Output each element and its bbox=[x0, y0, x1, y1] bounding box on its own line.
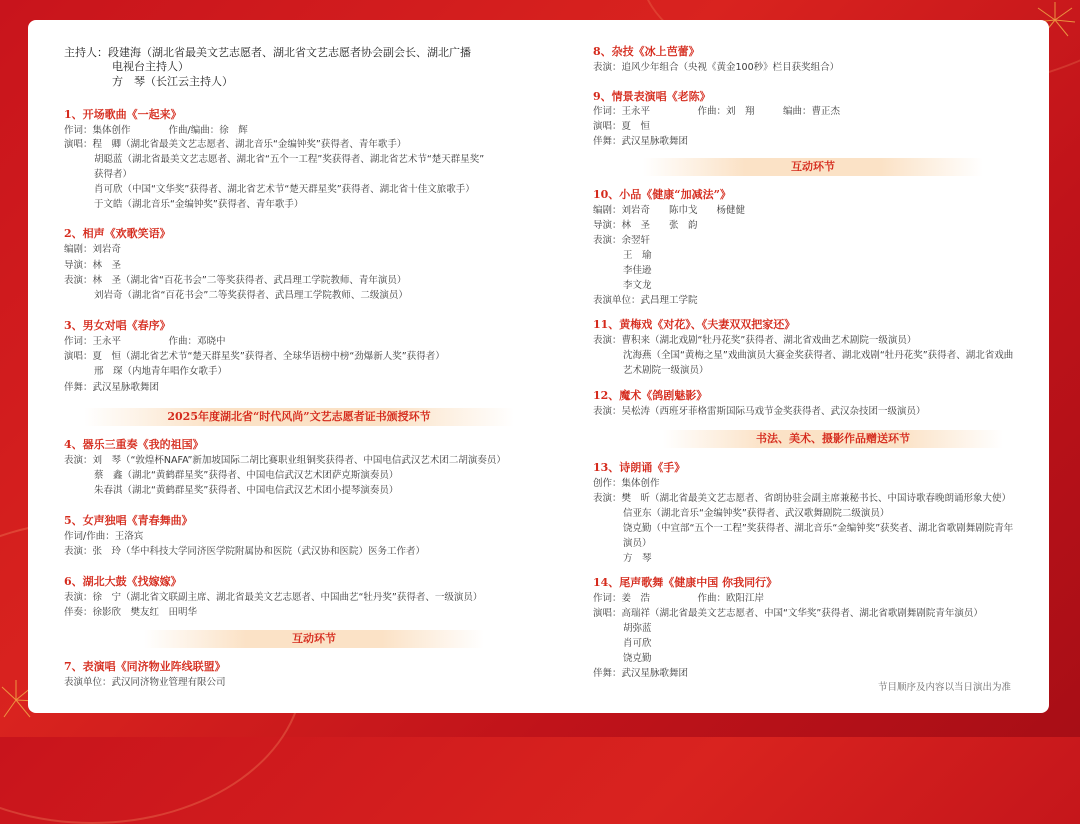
program-line: 邢 琛（内地青年唱作女歌手） bbox=[94, 366, 228, 377]
program-title: 10、小品《健康“加减法”》 bbox=[593, 188, 731, 201]
schedule-note: 节目顺序及内容以当日演出为准 bbox=[878, 682, 1012, 693]
program-line: 演唱：高瑞祥（湖北省最美文艺志愿者、中国“文华奖”获得者、湖北省歌剧舞剧院青年演员） bbox=[593, 608, 983, 619]
program-line: 表演：曹积来（湖北戏剧“牡丹花奖”获得者、湖北省戏曲艺术剧院一级演员） bbox=[593, 335, 917, 346]
program-title: 8、杂技《冰上芭蕾》 bbox=[593, 45, 700, 58]
program-line: 伴舞：武汉星脉歌舞团 bbox=[593, 136, 689, 147]
host-line: 电视台主持人） bbox=[112, 60, 189, 73]
program-line: 方 琴 bbox=[623, 553, 652, 564]
program-line: 演唱：夏 恒（湖北省艺术节“楚天群星奖”获得者、全球华语榜中榜“劲爆新人奖”获得者） bbox=[64, 351, 445, 362]
program-title: 1、开场歌曲《一起来》 bbox=[64, 108, 182, 121]
program-line: 朱春淇（湖北“黄鹤群星奖”获得者、中国电信武汉艺术团小提琴演奏员） bbox=[94, 485, 399, 496]
program-line: 编剧：刘岩奇 bbox=[64, 244, 122, 255]
program-line: 李文龙 bbox=[623, 280, 652, 291]
program-line: 导演：林 圣 bbox=[64, 260, 122, 271]
program-line: 导演：林 圣 张 韵 bbox=[593, 220, 698, 231]
program-line: 作词：王永平 作曲：刘 翔 编曲：曹正杰 bbox=[593, 106, 841, 117]
program-title: 9、情景表演唱《老陈》 bbox=[593, 90, 711, 103]
program-title: 4、器乐三重奏《我的祖国》 bbox=[64, 438, 204, 451]
program-title: 11、黄梅戏《对花》、《夫妻双双把家还》 bbox=[593, 318, 796, 331]
program-line: 演唱：夏 恒 bbox=[593, 121, 651, 132]
host-line: 方 琴（长江云主持人） bbox=[112, 75, 233, 88]
program-line: 作词/作曲：王洛宾 bbox=[64, 531, 144, 542]
program-line: 艺术剧院一级演员） bbox=[623, 365, 709, 376]
program-title: 7、表演唱《同济物业阵线联盟》 bbox=[64, 660, 226, 673]
program-line: 刘岩奇（湖北省“百花书会”二等奖获得者、武昌理工学院教师、二级演员） bbox=[94, 290, 408, 301]
program-line: 肖可欣 bbox=[623, 638, 652, 649]
interaction-banner: 互动环节 bbox=[643, 158, 983, 176]
program-title: 2、相声《欢歌笑语》 bbox=[64, 227, 171, 240]
award-banner: 2025年度湖北省“时代风尚”文艺志愿者证书颁授环节 bbox=[84, 408, 514, 426]
program-line: 饶克勤（中宣部“五个一工程”奖获得者、湖北音乐“金编钟奖”获奖者、湖北省歌剧舞剧院青年 bbox=[623, 523, 1014, 534]
program-line: 获得者） bbox=[94, 169, 133, 180]
program-line: 表演单位：武汉同济物业管理有限公司 bbox=[64, 677, 226, 688]
program-line: 作词：王永平 作曲：邓晓中 bbox=[64, 336, 226, 347]
program-line: 伴奏：徐影欣 樊友红 田明华 bbox=[64, 607, 198, 618]
program-line: 表演：追风少年组合（央视《黄金100秒》栏目获奖组合） bbox=[593, 62, 840, 73]
program-line: 沈海燕（全国“黄梅之星”戏曲演员大赛金奖获得者、湖北戏剧“牡丹花奖”获得者、湖北省戏曲 bbox=[623, 350, 1014, 361]
program-title: 3、男女对唱《春序》 bbox=[64, 319, 171, 332]
program-line: 作词：姜 浩 作曲：欧阳江岸 bbox=[593, 593, 765, 604]
program-line: 胡弥蓝 bbox=[623, 623, 652, 634]
program-line: 创作：集体创作 bbox=[593, 478, 660, 489]
program-line: 信亚东（湖北音乐“金编钟奖”获得者、武汉歌舞剧院二级演员） bbox=[623, 508, 890, 519]
program-line: 肖可欣（中国“文华奖”获得者、湖北省艺术节“楚天群星奖”获得者、湖北省十佳文旅歌手） bbox=[94, 184, 475, 195]
program-line: 表演：樊 昕（湖北省最美文艺志愿者、省朗协驻会副主席兼秘书长、中国诗歌春晚朗诵形象大使） bbox=[593, 493, 1012, 504]
program-line: 表演：林 圣（湖北省“百花书会”二等奖获得者、武昌理工学院教师、青年演员） bbox=[64, 275, 407, 286]
program-line: 表演：刘 琴（“敦煌杯NAFA”新加坡国际二胡比赛职业组铜奖获得者、中国电信武汉艺术团二胡演奏员） bbox=[64, 455, 506, 466]
program-line: 表演单位：武昌理工学院 bbox=[593, 295, 698, 306]
program-line: 饶克勤 bbox=[623, 653, 652, 664]
program-line: 表演：徐 宁（湖北省文联副主席、湖北省最美文艺志愿者、中国曲艺“牡丹奖”获得者、一级演员） bbox=[64, 592, 483, 603]
program-line: 表演：张 玲（华中科技大学同济医学院附属协和医院（武汉协和医院）医务工作者） bbox=[64, 546, 426, 557]
gift-banner: 书法、美术、摄影作品赠送环节 bbox=[663, 430, 1003, 448]
program-line: 伴舞：武汉星脉歌舞团 bbox=[593, 668, 689, 679]
program-title: 5、女声独唱《青春舞曲》 bbox=[64, 514, 193, 527]
program-line: 蔡 鑫（湖北“黄鹤群星奖”获得者、中国电信武汉艺术团萨克斯演奏员） bbox=[94, 470, 399, 481]
program-line: 编剧：刘岩奇 陈巾戈 杨健健 bbox=[593, 205, 746, 216]
program-line: 李佳逊 bbox=[623, 265, 652, 276]
program-line: 伴舞：武汉星脉歌舞团 bbox=[64, 382, 160, 393]
program-line: 胡聪蓝（湖北省最美文艺志愿者、湖北省“五个一工程”奖获得者、湖北省艺术节“楚天群星奖” bbox=[94, 154, 485, 165]
program-title: 6、湖北大鼓《找嫁嫁》 bbox=[64, 575, 182, 588]
program-line: 演员） bbox=[623, 538, 652, 549]
program-line: 表演：余翌轩 bbox=[593, 235, 651, 246]
program-sheet bbox=[28, 20, 1049, 713]
host-line: 主持人：段建海（湖北省最美文艺志愿者、湖北省文艺志愿者协会副会长、湖北广播 bbox=[64, 46, 471, 59]
program-title: 13、诗朗诵《手》 bbox=[593, 461, 686, 474]
program-line: 演唱：程 卿（湖北省最美文艺志愿者、湖北音乐“金编钟奖”获得者、青年歌手） bbox=[64, 139, 407, 150]
interaction-banner: 互动环节 bbox=[144, 630, 484, 648]
program-title: 14、尾声歌舞《健康中国 你我同行》 bbox=[593, 576, 778, 589]
program-title: 12、魔术《鸽剧魅影》 bbox=[593, 389, 708, 402]
program-line: 表演：吴松涛（西班牙菲格雷斯国际马戏节金奖获得者、武汉杂技团一级演员） bbox=[593, 406, 926, 417]
program-line: 作词：集体创作 作曲/编曲：徐 辉 bbox=[64, 125, 248, 136]
program-line: 于文皓（湖北音乐“金编钟奖”获得者、青年歌手） bbox=[94, 199, 304, 210]
program-line: 王 瑜 bbox=[623, 250, 652, 261]
